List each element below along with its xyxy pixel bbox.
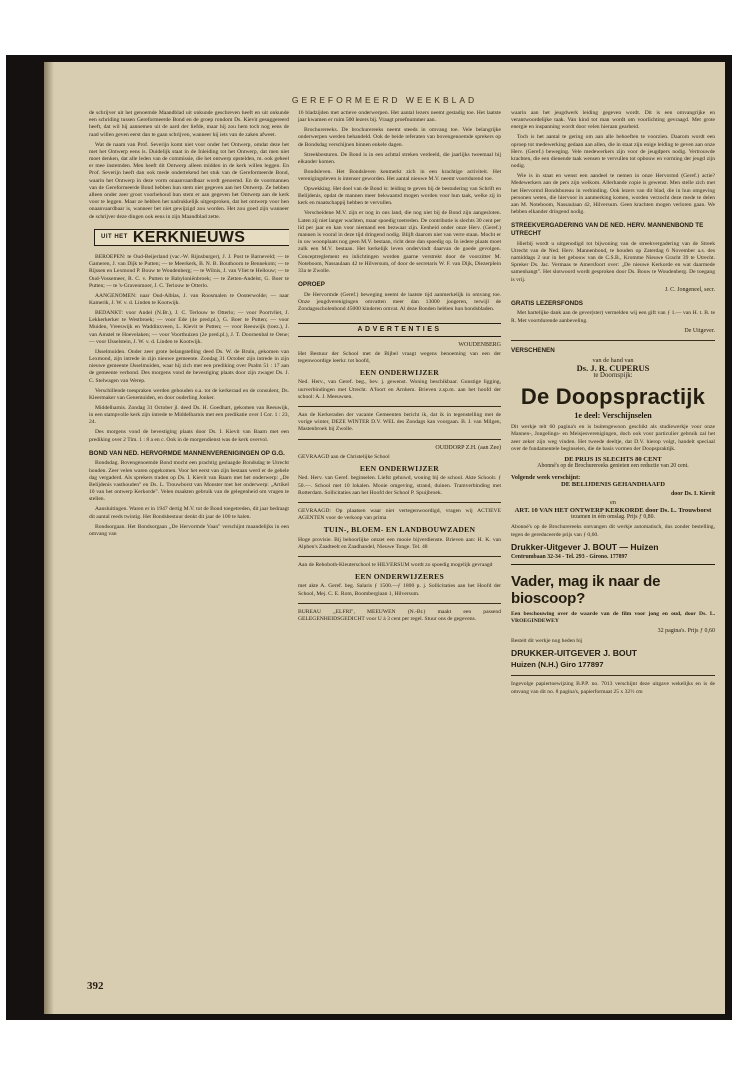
ad-place: WOUDENBERG [458, 341, 501, 348]
paragraph: Toch is het aantal te gering om aan alle behoeften te voorzien. Daarom wordt een oproep tot medewerking gedaan aan allen, die in staat zijn enige leiding te geven aan onze Herv. (Geref.) beweging. Vele medewerkers zijn voor de jeugdpers nodig. Vertrouwde krachten, die een dienende taak wensen te vervullen tot opbouw en vorming der jeugd zijn nodig. [511, 134, 715, 170]
next-author: door Ds. I. Kievit [670, 490, 715, 497]
footnote: Ingevolge papiertoewijzing B.P.P. no. 7013 verschijnt deze uitgave wekelijks en is de omvang van dit no. 8 pagina's, papierformaat 25 x 32½ cm [511, 681, 715, 695]
page-number: 392 [87, 980, 104, 992]
paragraph: Met hartelijke dank aan de gever(ster) vermelden wij een gift van ƒ 1.— van H. t. B. te R. Met voortdurende aanbeveling. [511, 310, 715, 324]
advertenties-heading: ADVERTENTIES [298, 323, 501, 336]
running-head: GEREFORMEERD WEEKBLAD [291, 95, 478, 105]
signature: J. C. Jongeneel, secr. [664, 286, 715, 293]
divider [298, 603, 501, 604]
price-line: DE PRIJS IS SLECHTS 80 CENT [564, 455, 662, 463]
abonne-note: Abonné's op de Brochurereeks genieten een reductie van 20 cent. [537, 463, 689, 470]
publisher-name: DRUKKER-UITGEVER J. BOUT [511, 648, 638, 659]
section-heading: OPROEP [298, 281, 325, 289]
paragraph: Brochurereeks. De brochurereeks neemt steeds in omvang toe. Vele belangrijke onderwerpen werden behandeld. Ook de beide referaten van bovengenoemde sprekers op de Bondsdag verschijnen binnen enkele dagen. [298, 127, 501, 148]
divider [511, 340, 715, 341]
author-place: te Doornspijk: [593, 371, 633, 379]
paragraph: Streekbesturen. De Bond is in een achttal streken verdeeld, die jaarlijks tweemaal bij elkander komen. [298, 151, 501, 165]
paragraph: Hierbij wordt u uitgenodigd tot bijwoning van de streekvergadering van de Streek Utrecht van de Ned. Herv. Mannenbond, te houden op Zaterdag 6 November a.s. des namiddags 2 uur in het gebouw van de C.S.B., Kromme Nieuwe Gracht 39 te Utrecht. Spreker Ds. Jac. Vermaas te Amersfoort over: „De nieuwe Kerkorde en wat daarmede samenhangt". Het slotwoord wordt gesproken door Ds. Bouw te Woudenberg. De toegang is vrij. [511, 240, 715, 283]
paragraph: Bondsleven. Het Bondsleven kenmerkt zich in een krachtige activiteit. Het verenigingsleven is intenser geworden. Het aantal nieuwe M.V. neemt voortdurend toe. [298, 168, 501, 183]
banner-prefix: UIT HET [101, 233, 128, 240]
paragraph: Middelharnis. Zondag 31 October jl. deed Ds. H. Goedhart, gekomen van Reeuwijk, in een stampvolle kerk zijn intrede te Middelharnis met een predikatie over I Cor. 1 : 23, 24. [89, 404, 289, 426]
ad-text: Aan de Kerkeraden der vacante Gemeenten bericht ik, dat ik in tegenstelling met de vorige winter, DEZE WINTER D.V. WEL des Zondags kan voorgaan. B. J. van Milgen, Mastenbroek bij Zwolle. [298, 412, 501, 433]
paragraph: 16 bladzijden met actieve onderwerpen. Het aantal lezers neemt gestadig toe. Het laatste jaar kwamen er ruim 500 lezers bij. Vraagt proefnummer aan. [298, 110, 501, 124]
paragraph-aangenomen: AANGENOMEN: naar Oud-Alblas, J. van Roosmalen te Oosterwolde; — naar Kamerik, J. W. v. d. Linden te Kootwijk. [89, 292, 289, 307]
paragraph: Een beschouwing over de waarde van de film voor jong en oud, door Ds. L. VROEGINDEWEY [511, 610, 715, 625]
banner-title: KERKNIEUWS [132, 228, 246, 246]
paragraph: Bondsdag. Bovengenoemde Bond mocht een prachtig geslaagde Bondsdag te Utrecht houden. Zeer velen waren opgekomen. Voor het eerst van zijn bestaan werd er de gehele dag vergaderd. Als sprekers traden op Ds. I. Kievit van Baarn met het onderwerp: „De Belijdenis vasthouden" en Ds. L. Trouwborst van Monster met het onderwerp: „Artikel 10 van het ontwerp Kerkorde". Velen maakten gebruik van de gelegenheid om vragen te stellen. [89, 460, 289, 503]
paragraph-beroepen: BEROEPEN: te Oud-Beijerland (vac.-W. Rijnsburger), J. J. Post te Barneveld; — te Gameren, J. van Dijk te Putten; — te Meerkerk, B. N. B. Bouthoorn te Bennekom; — te Rijssen en Lexmond P. Bouw te Woudenberg; — te Wilnis, J. van Vliet te Hellouw; — te Oud-Vossemeer, R. C. v. Putten te Babyloniënbroek; — te Zetten-Andelst, G. Boer te Putten; — te 's-Gravenmoer, J. C. Terlouw te Otterlo. [89, 254, 289, 289]
ad-text: BUREAU „ELFRI", MEEUWEN (N.-Br.) maakt een passend GELEGENHEIDSGEDICHT voor U à 3 cent per regel. Stuur ons de gegevens. [298, 608, 501, 622]
signature: De Uitgever. [684, 327, 715, 334]
divider [298, 439, 501, 440]
next-week-label: Volgende week verschijnt: [511, 474, 581, 482]
divider [511, 675, 715, 676]
ad-caption: EEN ONDERWIJZERES [354, 572, 445, 582]
ad-text: met akte A. Geref. beg. Salaris ƒ 1500.—ƒ 1800 p. j. Sollicitaties aan het Hoofd der School, Mej. C. E. Rom, Boomberglaan 1, Hilversum. [298, 583, 501, 597]
book-subtitle: 1e deel: Verschijnselen [574, 411, 652, 421]
paragraph: Opwekking. Het doel van de Bond is: leiding te geven bij de bestudering van Schrift en Belijdenis, opdat de mannen meer bekwaamd mogen worden voor hun taak, welke zij in kerk en maatschappij hebben te vervullen. [298, 186, 501, 207]
conjunction: en [610, 499, 616, 506]
section-heading: VERSCHENEN [511, 346, 555, 354]
divider [298, 502, 501, 503]
book-title: De Doopspractijk [520, 384, 706, 410]
ad-text: Ned. Herv., van Geref. beg., bev. j. gewenst. Woning beschikbaar. Gunstige ligging, uurverbindingen met Utrecht. A'foort en Arnhem. Brieven z.sp.m. aan het hoofd der school: A. J. Meeuwsen. [298, 379, 501, 400]
paragraph-bedankt: BEDANKT: voor Andel (N.Br.), J. C. Terlouw te Otterlo; — voor Poortvliet, J. Lekkerkerker te Westbroek; — voor Ede (4e pred.pl.), G. Boer te Putten; — voor Muiden, Vreeswijk en Waddinxveen, L. Kievit te Putten; — voor Reeuwijk (toez.), J. van Amstel te Hoevelaken; — voor Voorthuizen (2e pred.pl.), J. T. Doornenbal te Oene; — voor IJsselstein, J. W. v. d. Linden te Kootwijk. [89, 310, 289, 345]
kerknieuws-banner [94, 229, 289, 246]
paragraph: waarin aan het jeugdwerk leiding gegeven wordt. Dit is een omvangrijke en verantwoordelijke taak. Van kind tot man wordt om voorlichting gevraagd. Met grote energie en inspanning wordt door velen hieraan gearbeid. [511, 110, 715, 131]
next-title: DE BELIJDENIS GEHANDHAAFD [560, 481, 666, 489]
column-middle [298, 110, 501, 1000]
byline-intro: van de hand van [592, 357, 634, 365]
column-left [89, 110, 289, 1000]
ad-text: Het Bestuur der School met de Bijbel vraagt wegens benoeming van een der tegenwoordige leerkr. tot hoofd, [298, 350, 501, 365]
section-heading: BOND VAN NED. HERVORMDE MANNENVERENIGINGEN OP G.G. [89, 449, 285, 457]
divider [298, 556, 501, 557]
binding-gutter [44, 62, 54, 1014]
paragraph: Bondsorgaan. Het Bondsorgaan „De Hervormde Vaan" verschijnt maandelijks in een omvang van [89, 523, 289, 537]
next-title: ART. 10 VAN HET ONTWERP KERKORDE door Ds. L. Trouwborst [514, 507, 712, 515]
price-line: 32 pagina's. Prijs ƒ 0,60 [657, 628, 715, 635]
newspaper-page [44, 62, 725, 1014]
paragraph: Dit werkje telt 60 pagina's en is buitengewoon geschikt als studiewerkje voor onze Mannen-, Jongelings- en Meisjesverenigingen, doch ook voor particulier gebruik zal het zeer zeker zijn weg vinden. Het tweede deeltje, dat D.V. hierop volgt, handelt speciaal over de fundamentele beginselen, die de basis vormen der Doopspraktijk. [511, 424, 715, 452]
paragraph: Wie is in staat en wenst een aandeel te nemen in onze Hervormd (Geref.) actie? Medewerkers aan de pers zijn welkom. Allerhande copie is gewenst. Men stelle zich met het Hervormd Bondsbureau in verbinding. Ook lezers van dit blad, die in hun omgeving personen weten, die hiervoor in aanmerking komen, worden verzocht deze mede te delen aan M. Noteboom, Nassaulaan 42, Hilversum. Geen krachten mogen verloren gaan. We hebben elkander dringend nodig. [511, 173, 715, 216]
paragraph: Aansluitingen. Waren er in 1947 dertig M.V. tot de Bond toegetreden, dit jaar bedraagt dit aantal reeds twintig. Het Bondsbestuur denkt dit jaar de 100 te halen. [89, 506, 289, 520]
ad-caption: EEN ONDERWIJZER [359, 368, 440, 378]
ad-text: GEVRAAGD aan de Christelijke School [298, 453, 390, 460]
paragraph: de schrijver uit het genoemde Maandblad uit onkunde geschreven heeft en uit onkunde een schriding tussen Gereformeerde Bond en de groep rondom Ds. Kievit gesuggereerd heeft, dat wil hij aannemen uit de aard der liefde, maar hij zou hem toch nog eens de raad willen geven eerst dan te gaan schrijven, wanneer hij iets van de zaken afweet. [89, 110, 289, 138]
paragraph: Des morgens vond de bevestiging plaats door Ds. I. Kievit van Baarn met een prediking over 2 Tim. 1 : 8 a en c. Ook in de morgendienst was de kerk overvol. [89, 429, 289, 443]
ad-caption: TUIN-, BLOEM- EN LANDBOUWZADEN [323, 525, 476, 535]
ad-caption: EEN ONDERWIJZER [359, 464, 440, 474]
paragraph: Wat de naam van Prof. Severijn komt niet voor onder het Ontwerp, omdat deze het met het Ontwerp eens is. Duidelijk staat in de Inleiding tot het Ontwerp, dat men niet moet denken, dat alle leden van de commissie, die het ontwerp opstelden, m. ook geheel er mee instemden. Men heeft dit Ontwerp alleen midden in de kerk willen leggen. En Prof. Severijn heeft dan ook mede ondertekend het stuk van de Gereformeerde Bond, waarin het Ontwerp in deze vorm onaanvaardbaar wordt genoemd. En de voormannen van de Gereformeerde Bond hebben hun stem niet gegeven aan het Ontwerp. Ze hebben alleen onder zeer groot voorbehoud hun stem er aan gegeven het Ontwerp aan de kerk voor te leggen. Maar ze hebben het nadrukkelijk uitgesproken, dat het ontwerp voor hen onaanvaardbaar is, wanneer het niet gewijzigd zou worden. Het zou goed zijn wanneer de schrijver deze dingen ook eens in zijn Maandblad zette. [89, 141, 289, 220]
author-name: Ds. J. R. CUPERUS [576, 362, 650, 373]
paragraph: IJsselmuiden. Onder zeer grote belangstelling deed Ds. W. de Bruin, gekomen van Lexmond, zijn intrede in zijn nieuwe gemeente. Zondag 31 October zijn intrede in zijn nieuwe gemeente IJsselmuiden, waar hij zich met een prediking over Psalm 51 : 17 aan de gemeente verbond. Des morgens vond de bevestiging plaats door zijn zwager Ds. J. C. Stelwagen van Werep. [89, 348, 289, 384]
paragraph: Verscheidene M.V. zijn er nog in ons land, die nog niet bij de Bond zijn aangesloten. Laten zij niet langer wachten, maar spoedig toetreden. De contributie is slechts 30 cent per lid per jaar en kan voor niemand een bezwaar zijn. Eenheid onder onze Herv. (Geref.) mannen is vooral in deze tijd dringend nodig. Blijft daarom niet van verre staan. Mocht er in uw woonplaats nog geen M.V. bestaan, richt deze dan spoedig op. In iedere plaats moet zulk een M.V. bestaan. Het kerkelijk leven ondervindt daarvan de goede gevolgen. Conceptreglement en inlichtingen worden gaarne verstrekt door de voorzitter M. Noteboom, Nassaulaan 42 te Hilversum, of door de secretaris W. F. van Dijk, Diezerplein 33a te Zwolle. [298, 210, 501, 275]
paragraph: De Hervormde (Geref.) beweging neemt de laatste tijd aanmerkelijk in omvang toe. Onze jeugdverenigingen omvatten meer dan 13000 jongeren, terwijl de Zondagsscholenbond 45000 kinderen omvat. Al deze Bonden hebben hun bondsbladen. [298, 291, 501, 313]
publisher-name: Drukker-Uitgever J. BOUT — Huizen [511, 541, 659, 552]
ad-place: OUDDORP Z.H. (aan Zee) [435, 444, 501, 451]
ad-text: Aan de Rehoboth-Kleuterschool te HILVERSUM wordt zo spoedig mogelijk gevraagd [298, 561, 493, 568]
booklet-title: Vader, mag ik naar de bioscoop? [511, 572, 661, 607]
publisher-address: Centrumbaan 32-34 - Tel. 293 - Girono. 177897 [511, 554, 715, 565]
paragraph: Bestelt dit werkje nog heden bij [511, 638, 583, 645]
publisher-address: Huizen (N.H.) Giro 177897 [511, 660, 604, 670]
section-heading: STREEKVERGADERING VAN DE NED. HERV. MANNENBOND TE UTRECHT [511, 222, 704, 238]
ad-text: Ned. Herv. van Geref. beginselen. Liefst gehuwd, woning bij de school. Akte Schoolr. ƒ 50.—. School met 10 lokalen. Mooie omgeving, strand, duinen. Tramverbinding met Rotterdam. Sollicitaties aan het Hoofd der School P. Spuijbroek. [298, 475, 501, 496]
price-line: tezamen in één omslag. Prijs ƒ 0,80. [571, 514, 655, 521]
paragraph: Verschillende toespraken werden gehouden o.a. tot de kerkeraad en de consulent, Ds. Kleermaker van Genemuiden, en door ouderling Jonker. [89, 387, 289, 401]
paragraph: Abonné's op de Brochurereeks ontvangen dit werkje automatisch, dus zonder bestelling, tegen de gereduceerde prijs van ƒ 0,60. [511, 524, 715, 538]
section-heading: GRATIS LEZERSFONDS [511, 299, 583, 307]
ad-text: GEVRAAGD: Op plaatsen waar niet vertegenwoordigd, vragen wij ACTIEVE AGENTEN voor de verkoop van prima [298, 507, 501, 522]
column-right [511, 110, 715, 1000]
ad-text: Hoge provisie. Bij behoorlijke omzet een mooie bijverdienste. Brieven aan: H. K. van Alphen's Zaadteelt en Zaadhandel, Nieuwe Tonge. Tel. 48 [298, 536, 501, 550]
divider [298, 406, 501, 407]
